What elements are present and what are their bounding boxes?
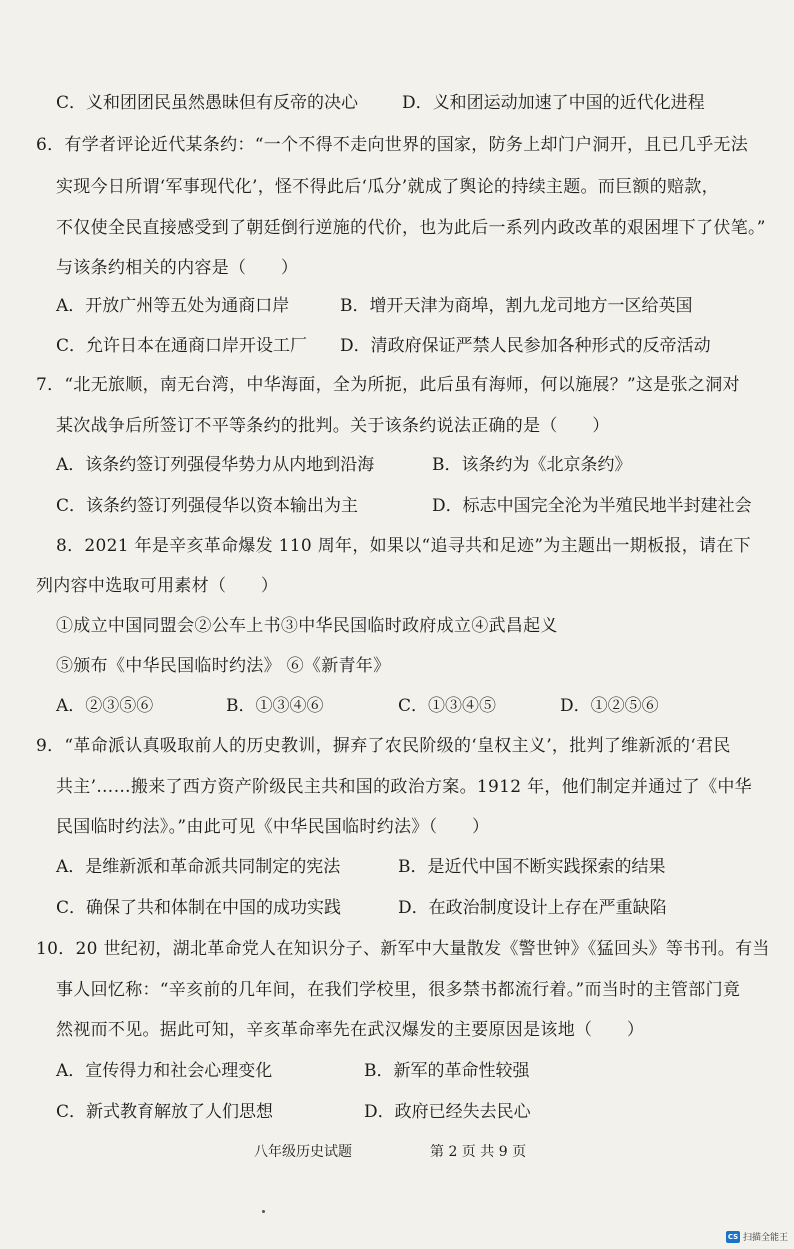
- q8-material-line-2: ⑤颁布《中华民国临时约法》 ⑥《新青年》: [56, 656, 391, 676]
- q8-stem-line-2: 列内容中选取可用素材（ ）: [36, 576, 279, 596]
- q10-option-b: B．新军的革命性较强: [364, 1061, 530, 1081]
- q10-stem-line-3: 然视而不见。据此可知，辛亥革命率先在武汉爆发的主要原因是该地（ ）: [56, 1020, 645, 1040]
- q10-stem-line-2: 事人回忆称：“辛亥前的几年间，在我们学校里，很多禁书都流行着。”而当时的主管部门竟: [56, 980, 741, 1000]
- q6-option-b: B．增开天津为商埠，割九龙司地方一区给英国: [340, 296, 693, 316]
- q8-option-b: B．①③④⑥: [226, 696, 324, 716]
- q9-option-a: A．是维新派和革命派共同制定的宪法: [56, 857, 341, 877]
- footer-subject: 八年级历史试题: [254, 1144, 352, 1160]
- q9-stem-line-1: 9．“革命派认真吸取前人的历史教训，摒弃了农民阶级的‘皇权主义’，批判了维新派的‘君民: [36, 736, 731, 756]
- q8-material-line-1: ①成立中国同盟会②公车上书③中华民国临时政府成立④武昌起义: [56, 616, 558, 636]
- q7-option-c: C．该条约签订列强侵华以资本输出为主: [56, 496, 359, 516]
- q9-option-c: C．确保了共和体制在中国的成功实践: [56, 898, 342, 918]
- q6-stem-line-1: 6．有学者评论近代某条约：“一个不得不走向世界的国家，防务上却门户洞开，且已几乎无法: [36, 135, 749, 155]
- q9-option-b: B．是近代中国不断实践探索的结果: [398, 857, 666, 877]
- q9-stem-line-3: 民国临时约法》。”由此可见《中华民国临时约法》（ ）: [56, 817, 490, 837]
- q10-stem-line-1: 10．20 世纪初，湖北革命党人在知识分子、新军中大量散发《警世钟》《猛回头》等书刊。有当: [36, 939, 770, 959]
- scanner-watermark: [726, 1230, 788, 1243]
- scan-speck: [262, 1210, 265, 1213]
- q8-option-c: C．①③④⑤: [398, 696, 497, 716]
- q8-option-d: D．①②⑤⑥: [560, 696, 659, 716]
- watermark-text: 扫描全能王: [742, 1233, 788, 1243]
- q6-option-a: A．开放广州等五处为通商口岸: [56, 296, 290, 316]
- q7-stem-line-1: 7．“北无旅顺，南无台湾，中华海面，全为所扼，此后虽有海师，何以施展？”这是张之洞对: [36, 375, 740, 395]
- q7-stem-line-2: 某次战争后所签订不平等条约的批判。关于该条约说法正确的是（ ）: [56, 416, 610, 436]
- q9-option-d: D．在政治制度设计上存在严重缺陷: [398, 898, 667, 918]
- q6-option-d: D．清政府保证严禁人民参加各种形式的反帝活动: [340, 336, 711, 356]
- q10-option-a: A．宣传得力和社会心理变化: [56, 1061, 273, 1081]
- q10-option-c: C．新式教育解放了人们思想: [56, 1102, 274, 1122]
- q8-stem-line-1: 8．2021 年是辛亥革命爆发 110 周年，如果以“追寻共和足迹”为主题出一期板报，请在下: [56, 536, 751, 556]
- q7-option-d: D．标志中国完全沦为半殖民地半封建社会: [432, 496, 752, 516]
- q5-option-c: C．义和团团民虽然愚昧但有反帝的决心: [56, 93, 359, 113]
- q7-option-a: A．该条约签订列强侵华势力从内地到沿海: [56, 455, 375, 475]
- q6-stem-line-2: 实现今日所谓‘军事现代化’，怪不得此后‘瓜分’就成了舆论的持续主题。而巨额的赔款，: [56, 177, 719, 197]
- q6-option-c: C．允许日本在通商口岸开设工厂: [56, 336, 308, 356]
- footer-page-number: 第 2 页 共 9 页: [430, 1144, 527, 1160]
- q6-stem-line-3: 不仅使全民直接感受到了朝廷倒行逆施的代价，也为此后一系列内政改革的艰困埋下了伏笔。”: [56, 218, 766, 238]
- camscanner-icon: CS: [727, 1232, 739, 1241]
- q7-option-b: B．该条约为《北京条约》: [432, 455, 632, 475]
- q8-option-a: A．②③⑤⑥: [56, 696, 154, 716]
- q10-option-d: D．政府已经失去民心: [364, 1102, 531, 1122]
- q9-stem-line-2: 共主’……搬来了西方资产阶级民主共和国的政治方案。1912 年，他们制定并通过了《中华: [56, 777, 752, 797]
- q5-option-d: D．义和团运动加速了中国的近代化进程: [402, 93, 705, 113]
- q6-stem-line-4: 与该条约相关的内容是（ ）: [56, 258, 299, 278]
